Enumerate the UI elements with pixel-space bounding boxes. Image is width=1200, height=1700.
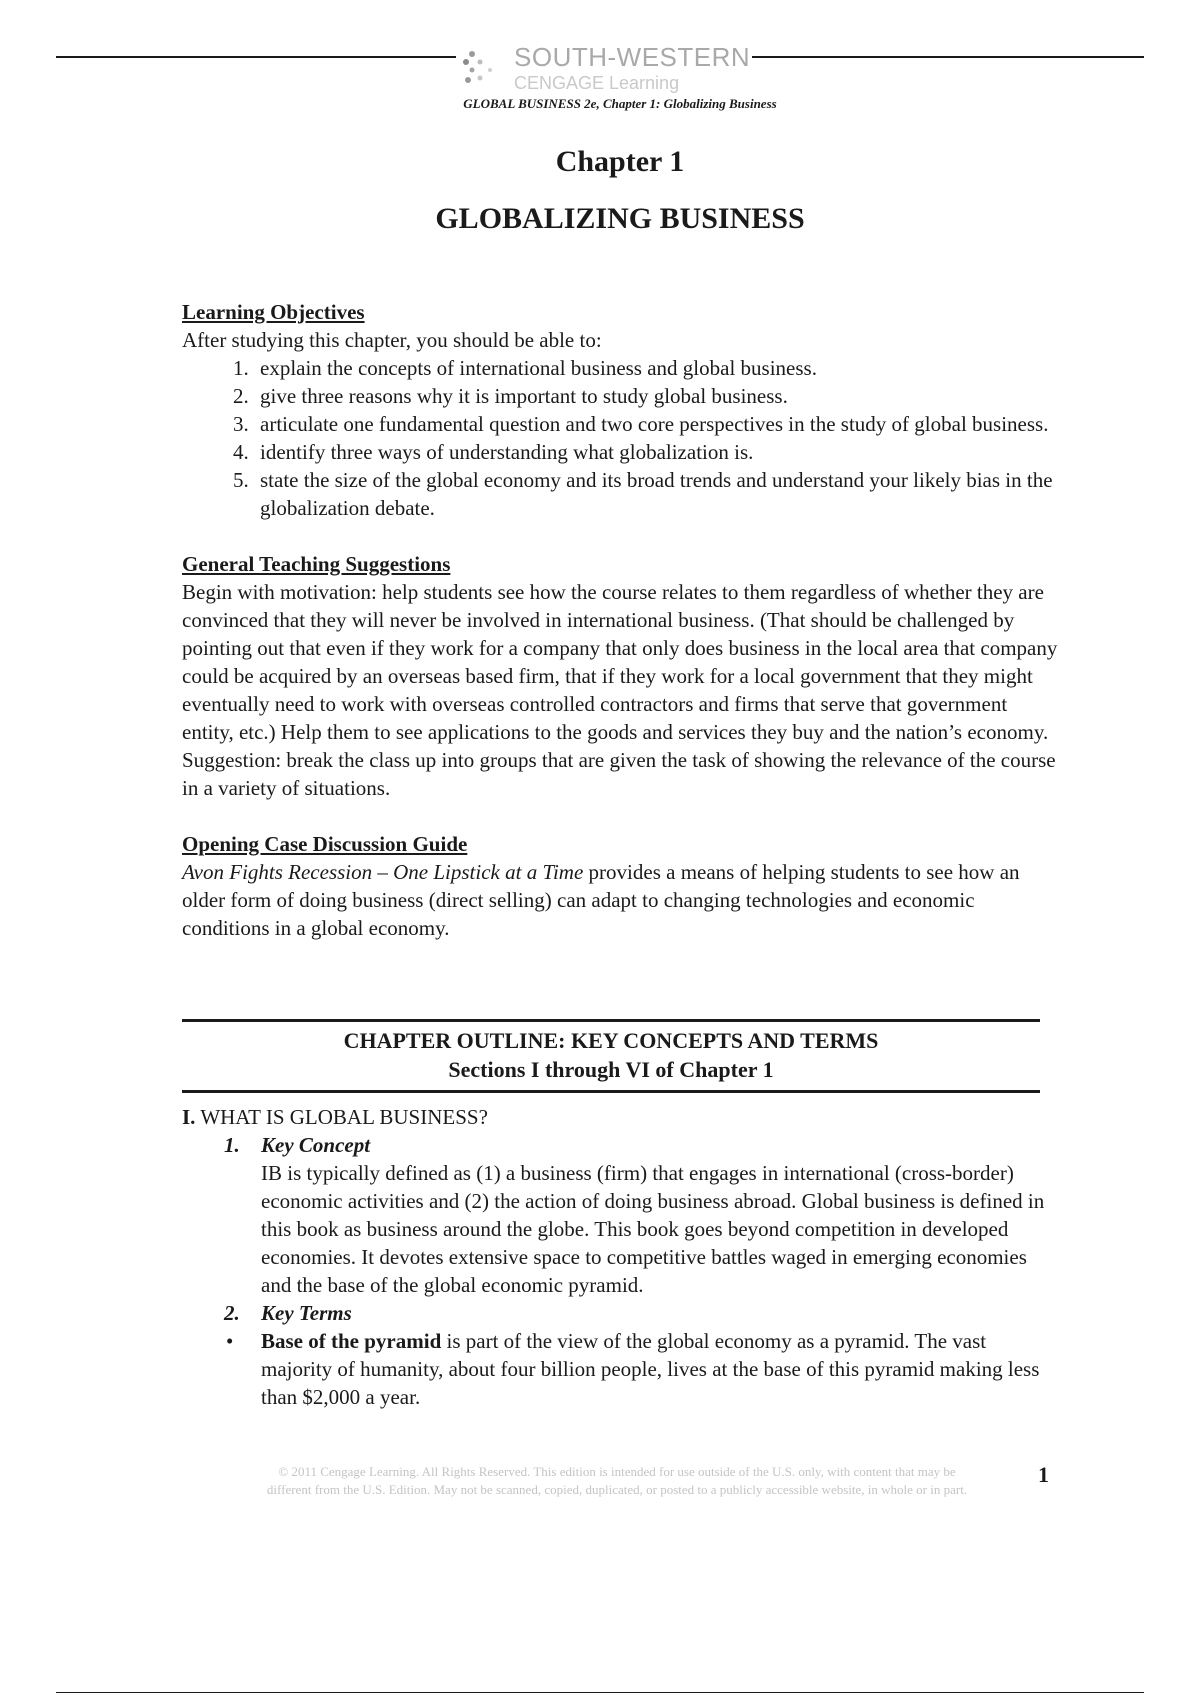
objective-item: 2. give three reasons why it is important to study global business.: [254, 382, 1062, 410]
page-number: 1: [1038, 1462, 1049, 1487]
item-marker: 1.: [224, 1133, 240, 1157]
main-content: [182, 298, 1062, 942]
objective-item: 1. explain the concepts of international business and global business.: [254, 354, 1062, 382]
page-bottom-rule: [56, 1692, 1144, 1693]
copyright-footer: [182, 1463, 1052, 1499]
objective-item: 5. state the size of the global economy and its broad trends and understand your likely bias in the globalization debate.: [254, 466, 1062, 522]
item-marker: 2.: [224, 1301, 240, 1325]
bullet-icon: •: [226, 1329, 234, 1353]
opening-case-text: provides a means of helping students to see how an older form of doing business (direct selling) can adapt to changing technologies and economic conditions in a global economy.: [182, 860, 1020, 940]
objective-item: 3. articulate one fundamental question and two core perspectives in the study of global business.: [254, 410, 1062, 438]
key-term-bullet: [182, 1327, 1062, 1411]
outline-item-key-concept: [182, 1131, 1062, 1299]
key-term-definition: is part of the view of the global economy as a pyramid. The vast majority of humanity, about four billion people, lives at the base of this pyramid making less than $2,000 a year.: [261, 1329, 1040, 1409]
outline-banner-subtitle: Sections I through VI of Chapter 1: [448, 1057, 774, 1082]
chapter-outline: [182, 1103, 1062, 1411]
teaching-suggestions-body: Begin with motivation: help students see how the course relates to them regardless of whether they are convinced that they will never be involved in international business. (That should be challenged by pointing out that even if they work for a company that only does business in the local area that company could be acquired by an overseas based firm, that if they work for a local government that they might eventually need to work with overseas controlled contractors and firms that serve that government entity, etc.) Help them to see applications to the goods and services they buy and the nation’s economy. Suggestion: break the class up into groups that are given the task of showing the relevance of the course in a variety of situations.: [182, 580, 1058, 800]
opening-case-heading: Opening Case Discussion Guide: [182, 832, 468, 856]
item-label: Key Concept: [261, 1133, 371, 1157]
chapter-title: GLOBALIZING BUSINESS: [435, 202, 805, 235]
learning-objectives-intro: After studying this chapter, you should be able to:: [182, 328, 602, 352]
publisher-logo: [458, 44, 750, 94]
outline-section-heading: [182, 1103, 1062, 1131]
key-term: Base of the pyramid: [261, 1329, 442, 1353]
opening-case-title: Avon Fights Recession – One Lipstick at a Time: [182, 860, 584, 884]
cengage-logo-icon: [458, 48, 508, 90]
copyright-line-1: © 2011 Cengage Learning. All Rights Reserved. This edition is intended for use outside of the U.S. only, with content that may be: [278, 1464, 956, 1479]
outline-item-key-terms: [182, 1299, 1062, 1327]
section-title: WHAT IS GLOBAL BUSINESS?: [200, 1105, 488, 1129]
item-label: Key Terms: [261, 1301, 352, 1325]
outline-banner-title: CHAPTER OUTLINE: KEY CONCEPTS AND TERMS: [343, 1028, 879, 1053]
running-header: GLOBAL BUSINESS 2e, Chapter 1: Globalizing Business: [463, 96, 777, 111]
section-number: I.: [182, 1105, 196, 1129]
chapter-number: Chapter 1: [555, 145, 685, 178]
item-body: IB is typically defined as (1) a business (firm) that engages in international (cross-border) economic activities and (2) the action of doing business abroad. Global business is defined in this book as business around the globe. This book goes beyond competition in developed economies. It devotes extensive space to competitive battles waged in emerging economies and the base of the global economic pyramid.: [261, 1161, 1045, 1297]
learning-objectives-heading: Learning Objectives: [182, 300, 365, 324]
logo-wordmark-secondary: CENGAGE Learning: [514, 73, 680, 93]
objective-item: 4. identify three ways of understanding what globalization is.: [254, 438, 1062, 466]
learning-objectives-list: [182, 354, 1062, 522]
header-rule-right: [752, 56, 1144, 58]
chapter-outline-banner: [182, 1019, 1040, 1093]
copyright-line-2: different from the U.S. Edition. May not be scanned, copied, duplicated, or posted to a publicly accessible website, in whole or in part.: [266, 1482, 968, 1497]
logo-wordmark-primary: SOUTH-WESTERN: [514, 42, 751, 72]
opening-case-body: [182, 858, 1062, 942]
header-rule-left: [56, 56, 456, 58]
teaching-suggestions-heading: General Teaching Suggestions: [182, 552, 451, 576]
